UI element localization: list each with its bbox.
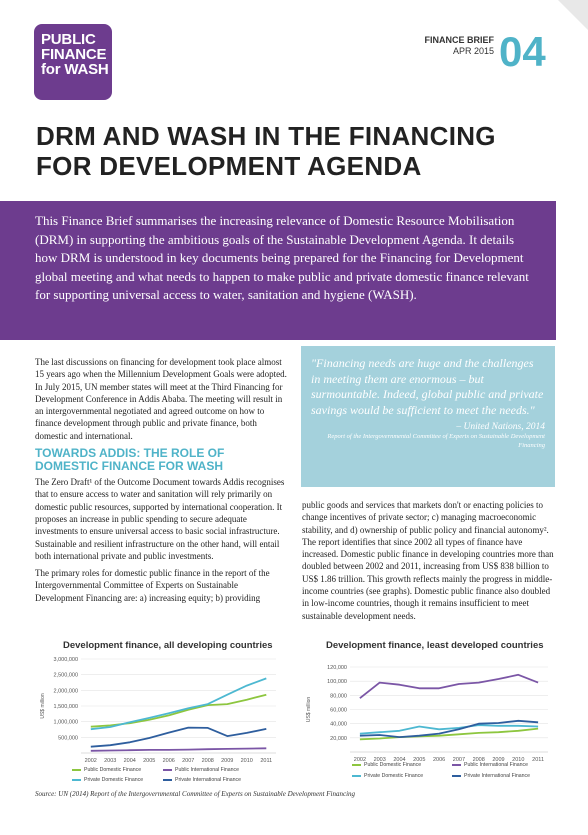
legend-item bbox=[163, 777, 241, 783]
x-tick-label: 2008 bbox=[472, 757, 485, 763]
chart-canvas bbox=[36, 651, 286, 781]
y-tick-label: 60,000 bbox=[330, 707, 347, 714]
legend-item bbox=[72, 777, 143, 783]
y-tick-label: 40,000 bbox=[330, 721, 347, 728]
source-note: Source: UN (2014) Report of the Intergovernmental Committee of Experts on Sustainable Development Financing bbox=[35, 790, 356, 798]
legend-swatch bbox=[163, 779, 172, 781]
pull-quote bbox=[301, 346, 555, 487]
legend-swatch bbox=[72, 779, 81, 781]
brief-label: FINANCE BRIEF bbox=[424, 35, 494, 45]
left-column bbox=[35, 356, 287, 609]
y-tick-label: 80,000 bbox=[330, 693, 347, 700]
logo-line-3: for WASH bbox=[41, 61, 109, 78]
x-tick-label: 2005 bbox=[413, 757, 426, 763]
right-column bbox=[302, 499, 554, 622]
legend-label: Public Domestic Finance bbox=[84, 767, 142, 773]
x-tick-label: 2010 bbox=[512, 757, 525, 763]
legend-swatch bbox=[352, 764, 361, 766]
x-tick-label: 2007 bbox=[182, 758, 195, 764]
public-finance-for-wash-logo bbox=[34, 24, 112, 100]
chart-title: Development finance, least developed countries bbox=[326, 640, 544, 651]
legend-item bbox=[352, 773, 423, 779]
y-tick-label: 120,000 bbox=[327, 665, 347, 671]
brief-label-block bbox=[425, 35, 495, 57]
x-tick-label: 2003 bbox=[104, 758, 117, 764]
x-tick-label: 2002 bbox=[84, 758, 97, 764]
legend-swatch bbox=[452, 764, 461, 766]
x-tick-label: 2003 bbox=[373, 757, 386, 763]
brief-date: APR 2015 bbox=[452, 46, 494, 56]
quote-text: "Financing needs are huge and the challenges in meeting them are enormous – but surmountable. Indeed, global public and private savings would be sufficient to meet the needs." bbox=[311, 356, 544, 417]
y-tick-label: 100,000 bbox=[327, 679, 347, 686]
body-paragraph: The Zero Draft¹ of the Outcome Document towards Addis recognises that to ensure access to water and sanitation will rely primarily on domestic public resources, supported by international cooperation. It proposes an increase in public spending to secure adequate investments to ensure universal access to basic social infrastructure. Sustainable and resilient infrastructure on the other hand, will entail both international private and public investments. bbox=[35, 477, 285, 561]
series-line bbox=[91, 748, 266, 751]
legend-swatch bbox=[163, 769, 172, 771]
intro-summary: This Finance Brief summarises the increasing relevance of Domestic Resource Mobilisation (DRM) in supporting the ambitious goals of the Sustainable Development Agenda. It details how DRM is understood in key documents being prepared for the Financing for Development global meeting and what needs to happen to make public and private domestic finance relevant for supporting universal access to water, sanitation and hygiene (WASH). bbox=[0, 201, 556, 340]
legend-item bbox=[452, 773, 530, 779]
x-tick-label: 2011 bbox=[532, 757, 545, 763]
legend-item bbox=[452, 762, 528, 768]
x-tick-label: 2002 bbox=[353, 757, 367, 763]
body-paragraph: public goods and services that markets don't or enacting policies to change incentives of private sector; c) managing macroeconomic stability, and d) ownership of public policy and financial autonomy². The report identifies that since 2002 all types of finance have increased. Domestic public finance in developing countries more than doubled between 2002 and 2011, increasing from US$ 838 billion to US$ 1.86 trillion. This growth reflects mainly the progress in middle-income countries (see graphs). Domestic public finance also doubled in low-income countries, though it remains insufficient to meet sustainable development needs. bbox=[302, 500, 554, 621]
x-tick-label: 2010 bbox=[240, 758, 253, 764]
legend-item bbox=[163, 767, 239, 773]
legend-item bbox=[352, 762, 421, 768]
page-title: DRM AND WASH IN THE FINANCING FOR DEVELOPMENT AGENDA bbox=[36, 121, 496, 181]
legend-label: Public International Finance bbox=[464, 762, 529, 768]
body-paragraph: The last discussions on financing for development took place almost 15 years ago when the Millennium Development Goals were adopted. In July 2015, UN member states will meet at the Third Financing for Development Conference in Addis Ababa. The meeting will result in an intergovernmental negotiated and agreed outcome on how to finance development through public and private finance, both domestic and international. bbox=[35, 357, 287, 441]
legend-swatch bbox=[352, 775, 361, 777]
legend-swatch bbox=[72, 769, 81, 771]
legend-label: Private International Finance bbox=[464, 773, 531, 779]
chart-least-developed bbox=[300, 640, 556, 781]
legend-label: Private Domestic Finance bbox=[364, 773, 424, 779]
quote-attribution: – United Nations, 2014 bbox=[456, 422, 545, 432]
chart-title: Development finance, all developing countries bbox=[63, 640, 273, 651]
legend-label: Private Domestic Finance bbox=[84, 777, 144, 783]
section-subheading: TOWARDS ADDIS: THE ROLE OF DOMESTIC FINANCE FOR WASH bbox=[35, 446, 225, 474]
legend-label: Private International Finance bbox=[175, 777, 242, 783]
x-tick-label: 2005 bbox=[143, 758, 156, 764]
body-paragraph: The primary roles for domestic public finance in the report of the Intergovernmental Committee of Experts on Sustainable Development Financing are: a) increasing equity; b) providing bbox=[35, 568, 270, 603]
y-axis-label: US$ million bbox=[306, 696, 312, 723]
legend-swatch bbox=[452, 775, 461, 777]
legend-item bbox=[72, 767, 141, 773]
y-tick-label: 2,000,000 bbox=[53, 688, 78, 695]
x-tick-label: 2008 bbox=[201, 758, 214, 764]
x-tick-label: 2004 bbox=[393, 757, 406, 763]
y-tick-label: 1,500,000 bbox=[53, 704, 78, 710]
x-tick-label: 2009 bbox=[221, 758, 234, 764]
brief-number: 04 bbox=[499, 28, 546, 75]
legend-label: Public Domestic Finance bbox=[364, 762, 422, 768]
x-tick-label: 2007 bbox=[452, 757, 466, 763]
legend-label: Public International Finance bbox=[175, 767, 240, 773]
logo-line-2: FINANCE bbox=[41, 46, 107, 63]
x-tick-label: 2006 bbox=[432, 757, 446, 763]
series-line bbox=[360, 675, 538, 698]
y-tick-label: 2,500,000 bbox=[53, 672, 78, 679]
chart-all-developing bbox=[36, 640, 286, 781]
x-tick-label: 2009 bbox=[492, 757, 505, 763]
y-axis-label: US$ million bbox=[40, 693, 46, 719]
x-tick-label: 2004 bbox=[123, 758, 136, 764]
quote-source: Report of the Intergovernmental Committee of Experts on Sustainable Development Financing bbox=[327, 433, 545, 449]
y-tick-label: 20,000 bbox=[330, 735, 347, 742]
x-tick-label: 2006 bbox=[162, 758, 175, 764]
y-tick-label: 500,000 bbox=[58, 735, 78, 742]
y-tick-label: 1,000,000 bbox=[53, 719, 78, 726]
x-tick-label: 2011 bbox=[260, 758, 273, 764]
page-corner-fold bbox=[558, 0, 588, 30]
y-tick-label: 3,000,000 bbox=[53, 657, 78, 663]
logo-line-1: PUBLIC bbox=[41, 31, 96, 48]
